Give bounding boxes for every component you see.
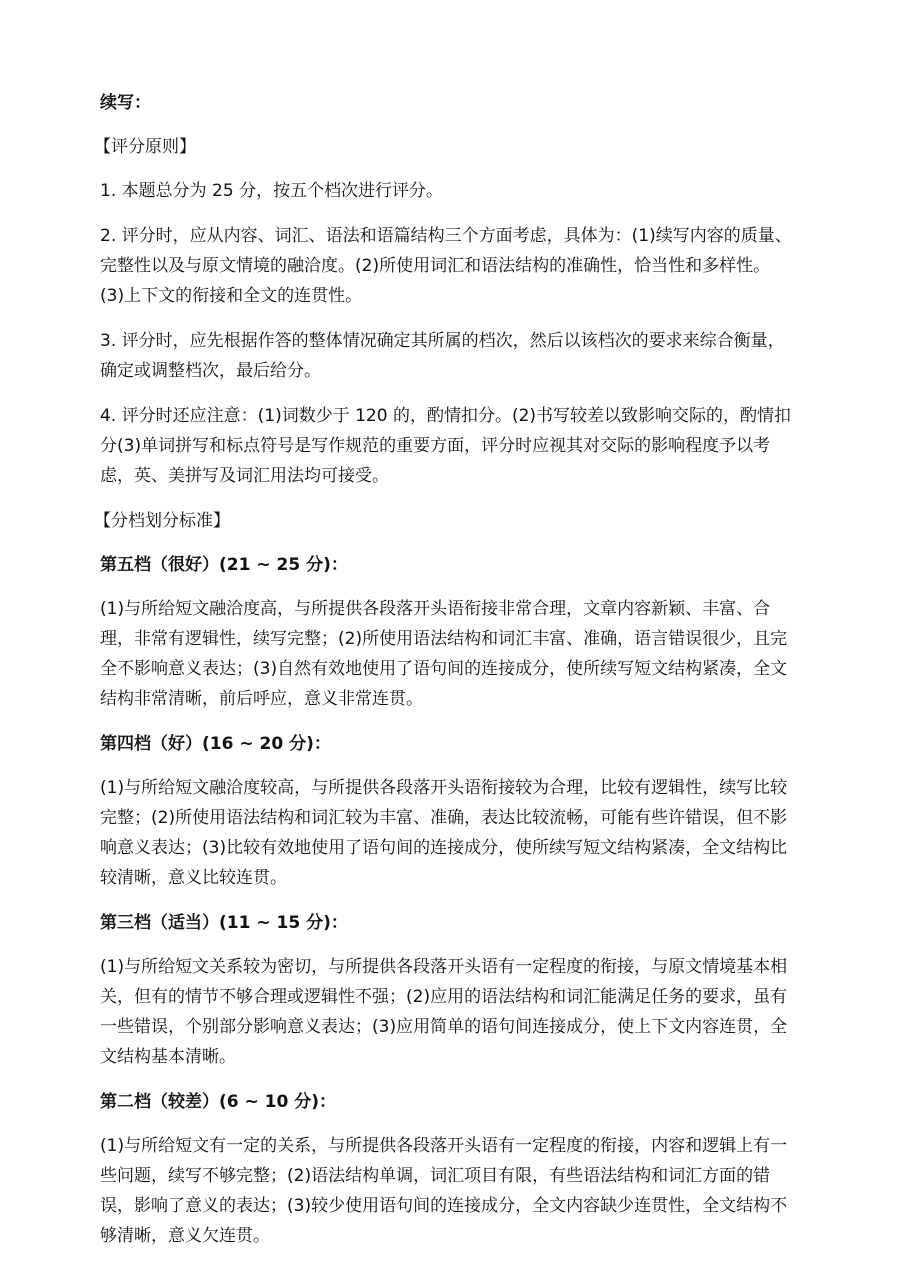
document-page: [94, 88, 794, 1266]
level-5-heading: 第五档（很好）(21 ~ 25 分)：: [100, 555, 348, 575]
section-title: 续写：: [100, 93, 151, 113]
level-2-text: (1)与所给短文有一定的关系，与所提供各段落开头语有一定程度的衔接，内容和逻辑上有一些问题，续写不够完整；(2)语法结构单调，词汇项目有限，有些语法结构和词汇方面的错误，影响了意义的表达；(3)较少使用语句间的连接成分，全文内容缺少连贯性，全文结构不够清晰，意义欠连贯。: [100, 1136, 788, 1246]
scoring-principles-heading: 【评分原则】: [94, 137, 196, 157]
levels-heading: 【分档划分标准】: [94, 511, 230, 531]
level-5-text: (1)与所给短文融洽度高，与所提供各段落开头语衔接非常合理，文章内容新颖、丰富、合理，非常有逻辑性，续写完整；(2)所使用语法结构和词汇丰富、准确，语言错误很少，且完全不影响意义表达；(3)自然有效地使用了语句间的连接成分，使所续写短文结构紧凑，全文结构非常清晰，前后呼应，意义非常连贯。: [100, 599, 788, 709]
level-4-heading: 第四档（好）(16 ~ 20 分)：: [100, 734, 331, 754]
principle-item-4: 4. 评分时还应注意：(1)词数少于 120 的，酌情扣分。(2)书写较差以致影响交际的，酌情扣分(3)单词拼写和标点符号是写作规范的重要方面，评分时应视其对交际的影响程度予以考虑，英、美拼写及词汇用法均可接受。: [100, 406, 792, 486]
level-2-heading: 第二档（较差）(6 ~ 10 分)：: [100, 1092, 337, 1112]
principle-item-1: 1. 本题总分为 25 分，按五个档次进行评分。: [100, 181, 444, 201]
principle-item-3: 3. 评分时，应先根据作答的整体情况确定其所属的档次，然后以该档次的要求来综合衡量，确定或调整档次，最后给分。: [100, 331, 785, 381]
principle-item-2: 2. 评分时，应从内容、词汇、语法和语篇结构三个方面考虑，具体为：(1)续写内容的质量、完整性以及与原文情境的融洽度。(2)所使用词汇和语法结构的准确性，恰当性和多样性。(3)上下文的衔接和全文的连贯性。: [100, 226, 792, 306]
level-4-text: (1)与所给短文融洽度较高，与所提供各段落开头语衔接较为合理，比较有逻辑性，续写比较完整；(2)所使用语法结构和词汇较为丰富、准确，表达比较流畅，可能有些许错误，但不影响意义表达；(3)比较有效地使用了语句间的连接成分，使所续写短文结构紧凑，全文结构比较清晰，意义比较连贯。: [100, 778, 788, 888]
level-3-heading: 第三档（适当）(11 ~ 15 分)：: [100, 913, 348, 933]
level-3-text: (1)与所给短文关系较为密切，与所提供各段落开头语有一定程度的衔接，与原文情境基本相关，但有的情节不够合理或逻辑性不强；(2)应用的语法结构和词汇能满足任务的要求，虽有一些错误，个别部分影响意义表达；(3)应用简单的语句间连接成分，使上下文内容连贯，全文结构基本清晰。: [100, 957, 788, 1067]
